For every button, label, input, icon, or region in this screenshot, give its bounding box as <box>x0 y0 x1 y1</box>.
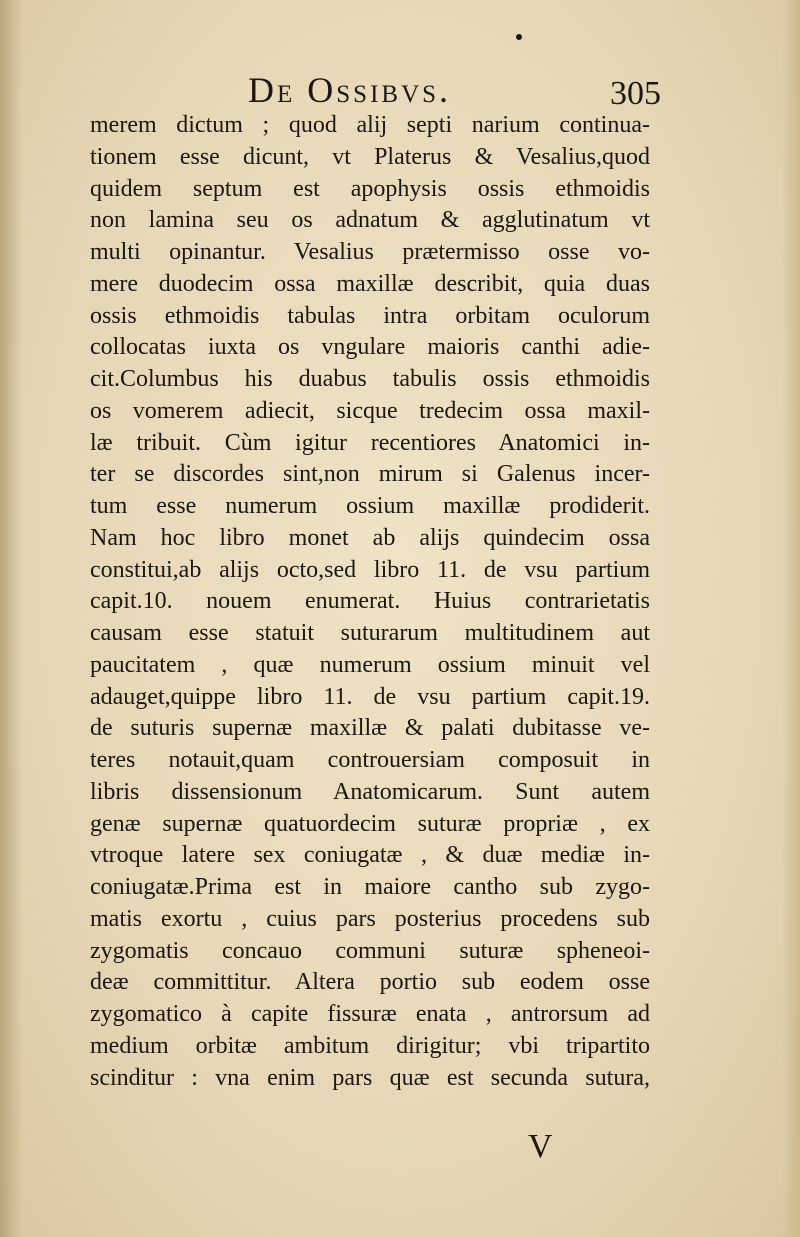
text-line: tionem esse dicunt, vt Platerus & Vesalius,quod <box>90 143 650 170</box>
text-line: ossis ethmoidis tabulas intra orbitam oculorum <box>90 302 650 329</box>
text-line: de suturis supernæ maxillæ & palati dubitasse ve- <box>90 715 650 742</box>
text-line: deæ committitur. Altera portio sub eodem osse <box>90 969 650 996</box>
text-line: ter se discordes sint,non mirum si Galenus incer- <box>90 461 650 488</box>
text-line: multi opinantur. Vesalius prætermisso osse vo- <box>90 239 650 265</box>
text-line: zygomatis concauo communi suturæ spheneoi- <box>90 937 650 964</box>
text-line: collocatas iuxta os vngulare maioris canthi adie- <box>90 334 650 361</box>
running-head: De Ossibvs. <box>248 70 452 110</box>
body-text <box>90 110 650 1094</box>
text-line: medium orbitæ ambitum dirigitur; vbi tripartito <box>90 1032 650 1059</box>
text-line: coniugatæ.Prima est in maiore cantho sub zygo- <box>90 874 650 900</box>
text-line: merem dictum ; quod alij septi narium continua- <box>90 112 650 138</box>
text-line: scinditur : vna enim pars quæ est secunda sutura, <box>90 1064 650 1091</box>
page-header <box>90 68 670 112</box>
text-line: os vomerem adiecit, sicque tredecim ossa maxil- <box>90 397 650 424</box>
page-number: 305 <box>610 75 661 112</box>
text-line: non lamina seu os adnatum & agglutinatum vt <box>90 207 650 234</box>
text-line: mere duodecim ossa maxillæ describit, quia duas <box>90 270 650 297</box>
text-line: causam esse statuit suturarum multitudinem aut <box>90 620 650 646</box>
text-line: zygomatico à capite fissuræ enata , antrorsum ad <box>90 1001 650 1027</box>
text-line: cit.Columbus his duabus tabulis ossis ethmoidis <box>90 366 650 392</box>
page-edge-shadow <box>782 0 800 1237</box>
text-line: genæ supernæ quatuordecim suturæ propriæ , ex <box>90 810 650 837</box>
text-line: capit.10. nouem enumerat. Huius contrarietatis <box>90 588 650 615</box>
text-line: constitui,ab alijs octo,sed libro 11. de vsu partium <box>90 556 650 583</box>
text-line: tum esse numerum ossium maxillæ prodiderit. <box>90 493 650 519</box>
text-line: teres notauit,quam controuersiam composuit in <box>90 747 650 773</box>
text-line: libris dissensionum Anatomicarum. Sunt autem <box>90 778 650 805</box>
page-gutter-shadow <box>0 0 22 1237</box>
ink-speck <box>516 34 522 40</box>
text-line: quidem septum est apophysis ossis ethmoidis <box>90 175 650 202</box>
text-line: paucitatem , quæ numerum ossium minuit vel <box>90 651 650 678</box>
text-line: læ tribuit. Cùm igitur recentiores Anatomici in- <box>90 429 650 456</box>
text-line: vtroque latere sex coniugatæ , & duæ mediæ in- <box>90 842 650 869</box>
text-line: Nam hoc libro monet ab alijs quindecim ossa <box>90 524 650 551</box>
text-line: matis exortu , cuius pars posterius procedens sub <box>90 905 650 932</box>
text-line: adauget,quippe libro 11. de vsu partium capit.19. <box>90 683 650 710</box>
catchword: V <box>528 1128 553 1165</box>
